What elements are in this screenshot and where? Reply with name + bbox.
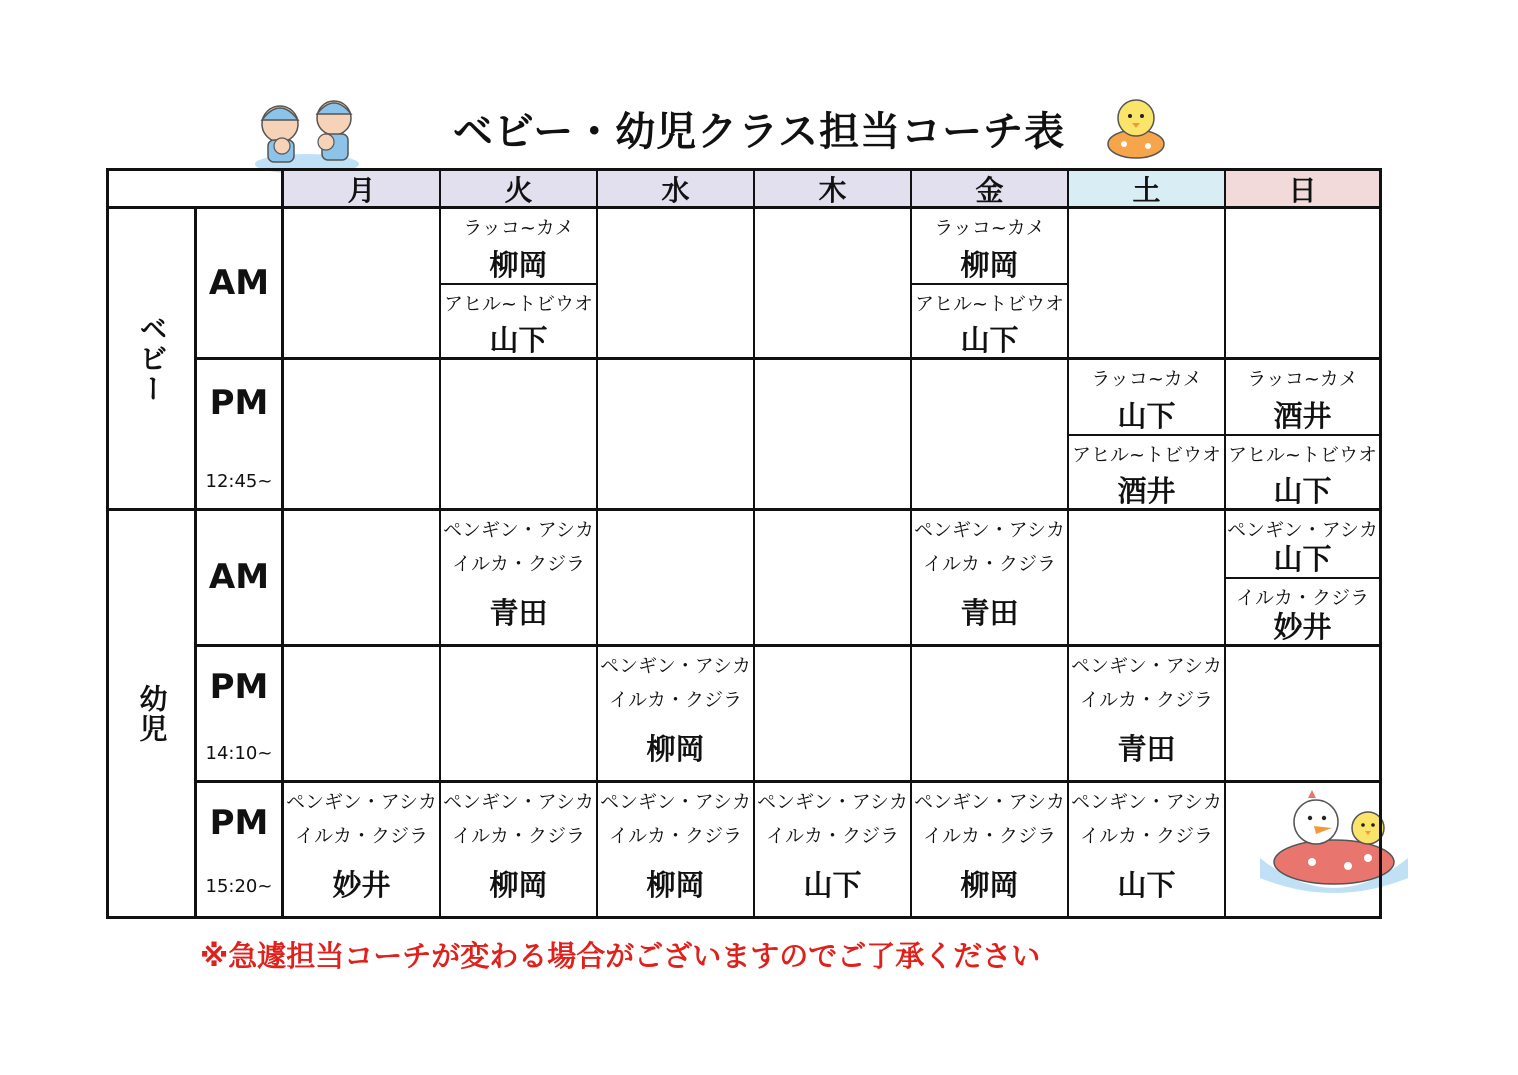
schedule-cell <box>755 511 912 647</box>
schedule-cell <box>1226 209 1379 360</box>
schedule-cell <box>598 783 755 916</box>
day-header: 月 <box>284 171 441 209</box>
schedule-cell <box>598 360 755 511</box>
group-label-child <box>109 511 197 916</box>
schedule-cell <box>1069 360 1226 511</box>
class-slot <box>1226 436 1379 511</box>
class-name: イルカ・クジラ <box>922 553 1056 575</box>
group-label-text: 幼児 <box>135 683 169 744</box>
class-name: イルカ・クジラ <box>765 825 899 847</box>
class-name: イルカ・クジラ <box>451 825 585 847</box>
day-header: 水 <box>598 171 755 209</box>
day-header: 火 <box>441 171 598 209</box>
class-name: ペンギン・アシカ <box>1070 791 1223 813</box>
class-name: ペンギン・アシカ <box>756 791 909 813</box>
coach-name: 酒井 <box>1117 474 1176 508</box>
coach-name: 青田 <box>489 596 548 630</box>
day-header: 金 <box>912 171 1069 209</box>
class-name: ペンギン・アシカ <box>913 791 1066 813</box>
chick-float-illustration <box>1104 94 1168 162</box>
class-slot <box>441 209 596 285</box>
day-header: 木 <box>755 171 912 209</box>
schedule-cell <box>284 647 441 783</box>
coach-name: 酒井 <box>1273 399 1332 433</box>
period-cell <box>197 511 284 647</box>
class-name: イルカ・クジラ <box>608 689 742 711</box>
coach-name: 山下 <box>960 323 1019 357</box>
coach-name: 山下 <box>1273 542 1332 576</box>
coach-name: 柳岡 <box>646 868 705 902</box>
class-name: ペンギン・アシカ <box>285 791 438 813</box>
coach-name: 山下 <box>1117 868 1176 902</box>
schedule-cell <box>441 511 598 647</box>
schedule-cell <box>755 360 912 511</box>
class-name: アヒル~トビウオ <box>915 293 1064 315</box>
class-name: ラッコ~カメ <box>1247 368 1358 390</box>
notice-text: ※急遽担当コーチが変わる場合がございますのでご了承ください <box>200 939 1041 973</box>
coach-name: 妙井 <box>1273 610 1332 644</box>
schedule-cell <box>1226 360 1379 511</box>
class-slot <box>1069 360 1224 436</box>
class-name: ペンギン・アシカ <box>442 519 595 541</box>
schedule-cell <box>755 783 912 916</box>
class-name: ペンギン・アシカ <box>1226 519 1379 541</box>
period-label: PM <box>209 383 269 423</box>
schedule-cell <box>598 647 755 783</box>
class-name: ペンギン・アシカ <box>913 519 1066 541</box>
class-slot <box>1226 511 1379 579</box>
coach-name: 山下 <box>489 323 548 357</box>
schedule-cell <box>441 360 598 511</box>
class-name: アヒル~トビウオ <box>1072 444 1221 466</box>
coach-name: 柳岡 <box>646 732 705 766</box>
schedule-cell <box>912 511 1069 647</box>
coach-name: 妙井 <box>332 868 391 902</box>
class-slot <box>1069 436 1224 511</box>
coach-name: 山下 <box>803 868 862 902</box>
coach-name: 柳岡 <box>960 868 1019 902</box>
coach-name: 山下 <box>1117 399 1176 433</box>
group-label-text: ベビー <box>135 313 169 404</box>
schedule-cell <box>284 209 441 360</box>
class-name: イルカ・クジラ <box>451 553 585 575</box>
schedule-cell <box>284 511 441 647</box>
class-name: アヒル~トビウオ <box>444 293 593 315</box>
period-cell <box>197 360 284 511</box>
schedule-cell <box>1226 511 1379 647</box>
schedule-cell <box>441 783 598 916</box>
group-label-baby <box>109 209 197 511</box>
class-slot <box>912 209 1067 285</box>
class-name: ペンギン・アシカ <box>442 791 595 813</box>
schedule-cell <box>1069 783 1226 916</box>
class-slot <box>912 285 1067 360</box>
schedule-cell <box>598 209 755 360</box>
class-slot <box>1226 360 1379 436</box>
period-cell <box>197 783 284 916</box>
class-name: イルカ・クジラ <box>1079 825 1213 847</box>
period-label: PM <box>209 803 269 843</box>
class-name: イルカ・クジラ <box>1079 689 1213 711</box>
mother-baby-swim-illustration <box>252 94 364 176</box>
schedule-cell <box>441 647 598 783</box>
class-name: ペンギン・アシカ <box>1070 655 1223 677</box>
day-header: 土 <box>1069 171 1226 209</box>
schedule-cell <box>755 647 912 783</box>
class-name: アヒル~トビウオ <box>1228 444 1377 466</box>
coach-name: 柳岡 <box>489 868 548 902</box>
schedule-cell <box>441 209 598 360</box>
schedule-cell <box>284 783 441 916</box>
period-cell <box>197 209 284 360</box>
period-time: 14:10~ <box>205 743 273 764</box>
header-corner <box>109 171 284 209</box>
coach-schedule-table <box>106 168 1382 919</box>
class-slot <box>1226 579 1379 647</box>
coach-name: 柳岡 <box>489 248 548 282</box>
schedule-cell <box>1226 783 1379 916</box>
class-name: イルカ・クジラ <box>294 825 428 847</box>
coach-name: 山下 <box>1273 474 1332 508</box>
class-name: ラッコ~カメ <box>934 217 1045 239</box>
schedule-cell <box>1069 209 1226 360</box>
coach-name: 青田 <box>1117 732 1176 766</box>
schedule-cell <box>1069 647 1226 783</box>
period-label: PM <box>209 667 269 707</box>
period-cell <box>197 647 284 783</box>
class-name: イルカ・クジラ <box>1235 587 1369 609</box>
schedule-cell <box>1226 647 1379 783</box>
page-title: ベビー・幼児クラス担当コーチ表 <box>452 109 1066 155</box>
period-label: AM <box>208 263 270 303</box>
class-name: ペンギン・アシカ <box>599 655 752 677</box>
schedule-cell <box>284 360 441 511</box>
class-name: ペンギン・アシカ <box>599 791 752 813</box>
schedule-cell <box>912 783 1069 916</box>
schedule-cell <box>912 647 1069 783</box>
class-name: ラッコ~カメ <box>1091 368 1202 390</box>
coach-name: 青田 <box>960 596 1019 630</box>
schedule-cell <box>912 209 1069 360</box>
schedule-cell <box>598 511 755 647</box>
schedule-cell <box>912 360 1069 511</box>
class-name: イルカ・クジラ <box>608 825 742 847</box>
schedule-cell <box>1069 511 1226 647</box>
period-label: AM <box>208 557 270 597</box>
coach-name: 柳岡 <box>960 248 1019 282</box>
period-time: 15:20~ <box>205 876 273 897</box>
class-slot <box>441 285 596 360</box>
day-header: 日 <box>1226 171 1379 209</box>
class-name: イルカ・クジラ <box>922 825 1056 847</box>
period-time: 12:45~ <box>205 471 273 492</box>
class-name: ラッコ~カメ <box>463 217 574 239</box>
schedule-cell <box>755 209 912 360</box>
